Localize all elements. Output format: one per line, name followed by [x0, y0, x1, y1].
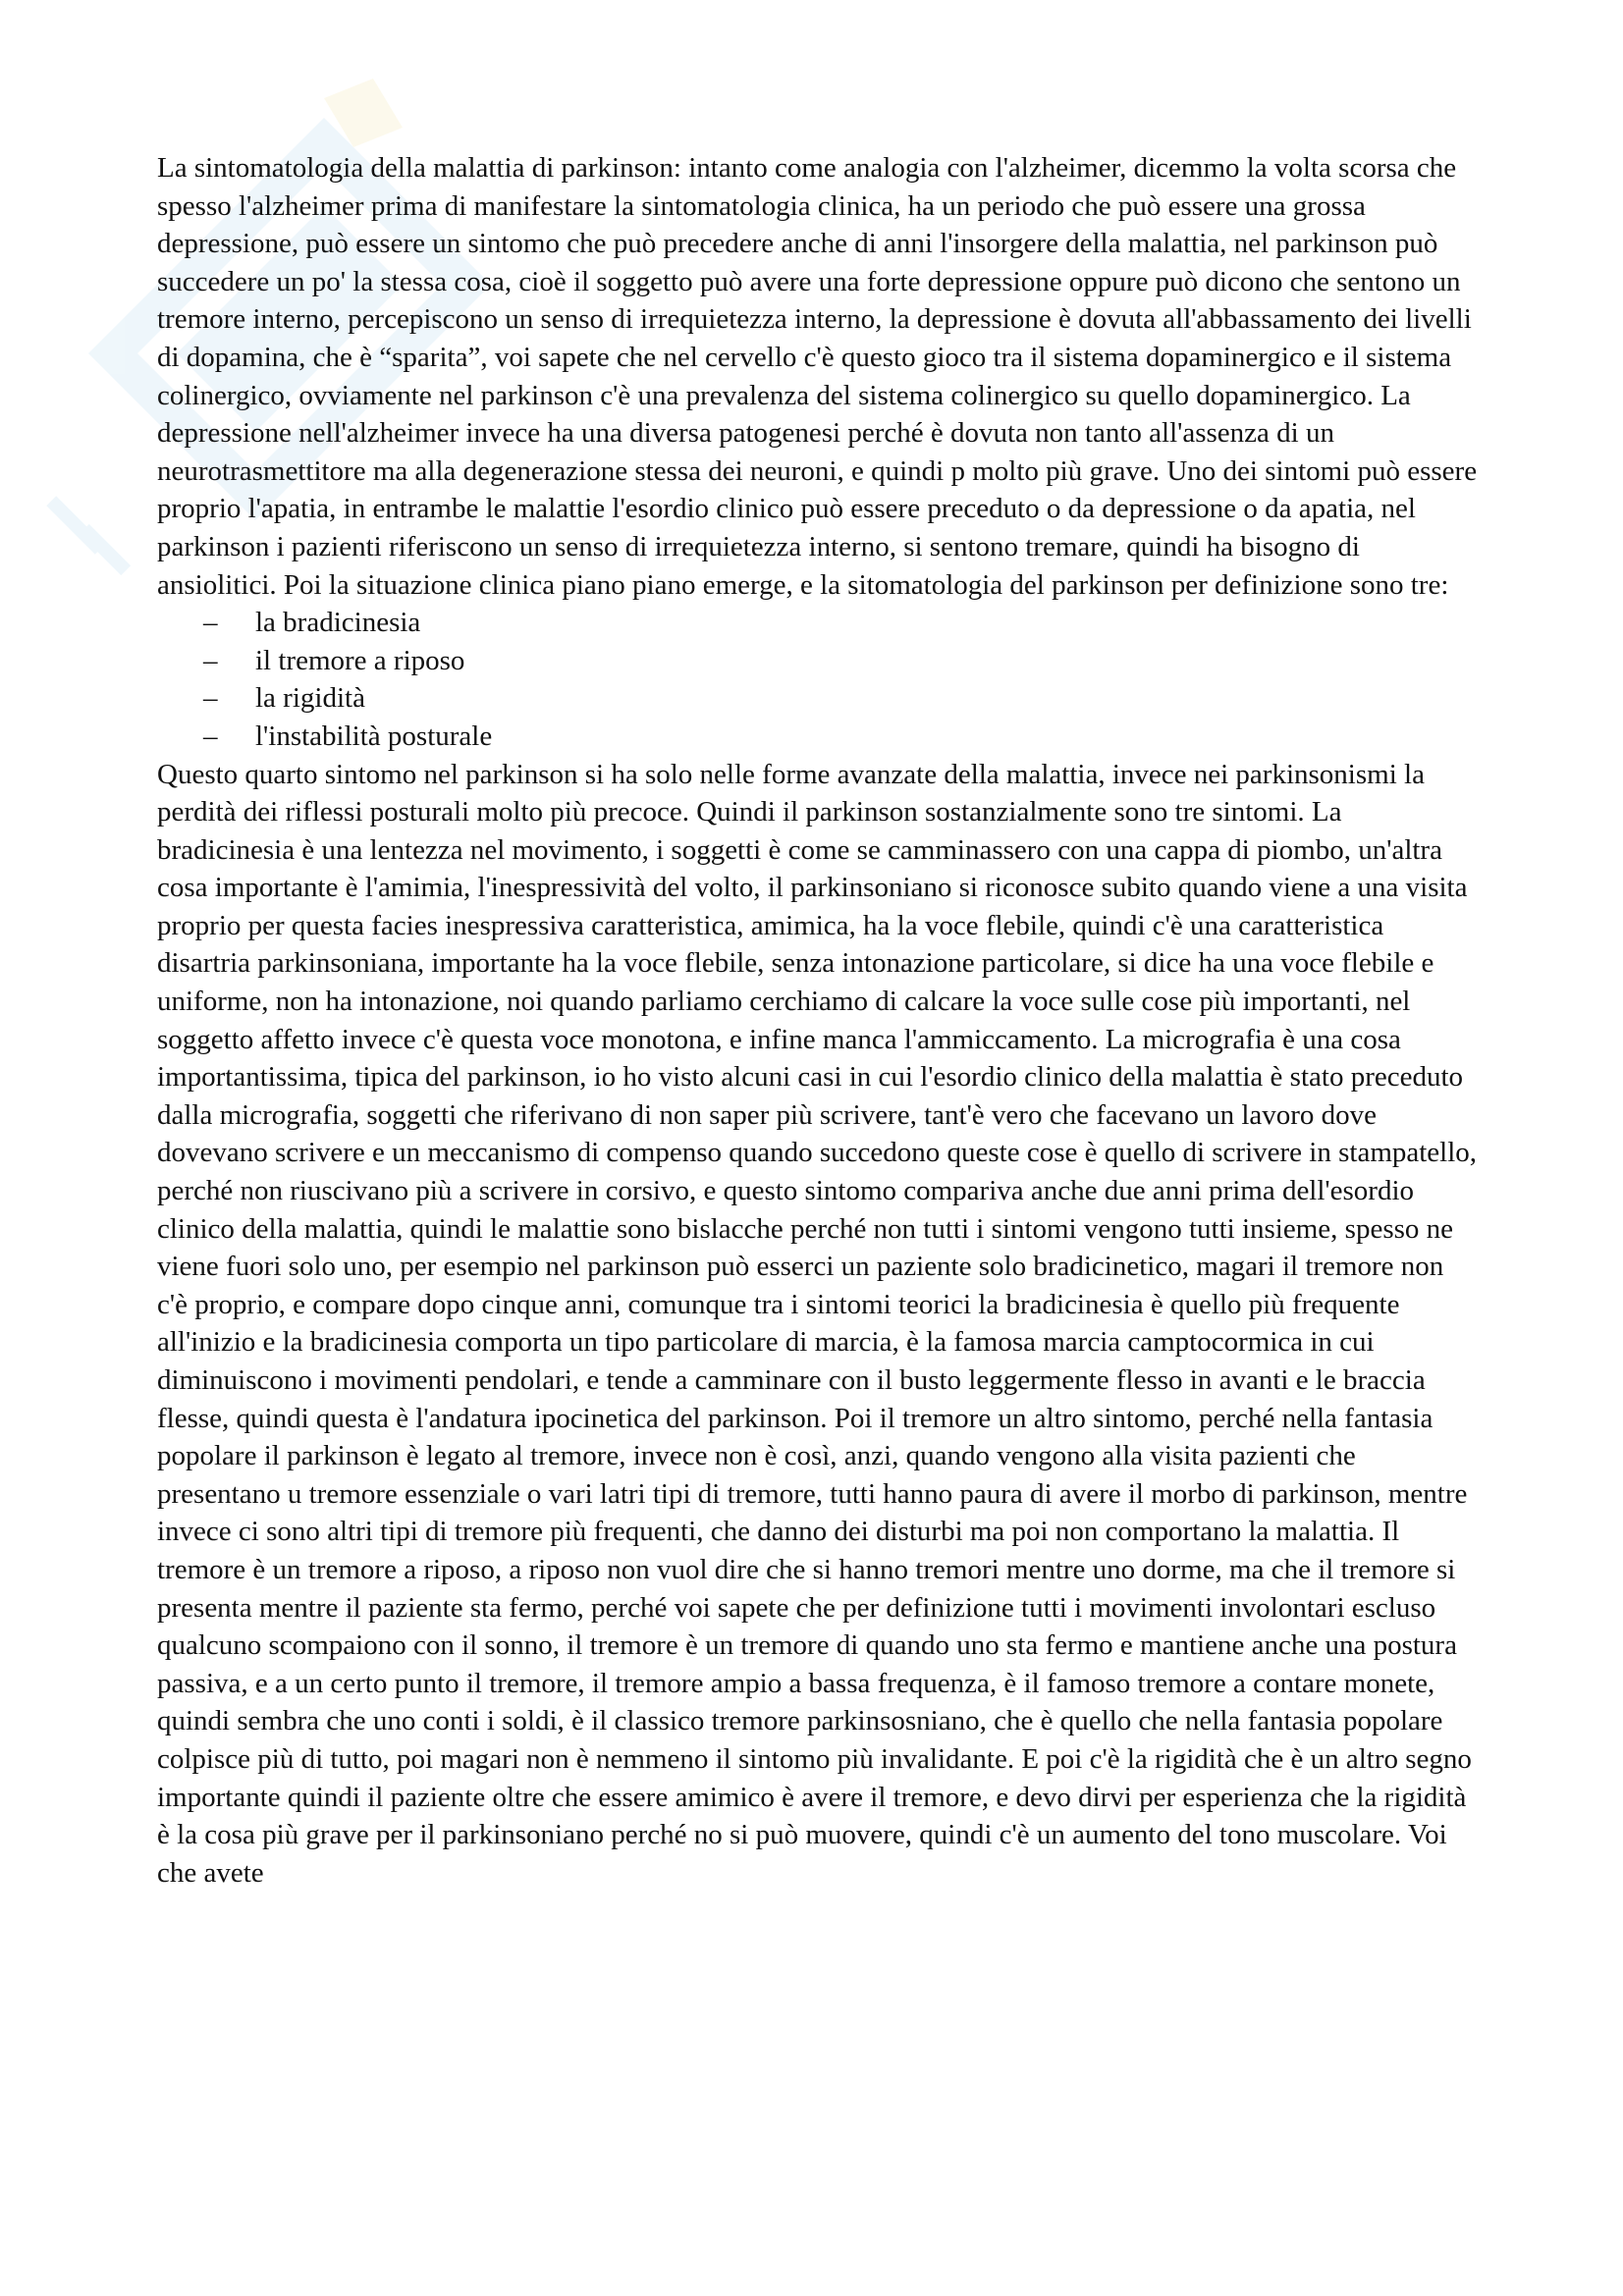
symptom-list — [157, 604, 1478, 755]
list-item: – il tremore a riposo — [157, 642, 1478, 680]
document-body — [157, 149, 1478, 1892]
list-item: – la rigidità — [157, 679, 1478, 718]
list-item: – la bradicinesia — [157, 604, 1478, 642]
list-item: – l'instabilità posturale — [157, 718, 1478, 756]
paragraph-main: Questo quarto sintomo nel parkinson si ha solo nelle forme avanzate della malattia, invece nei parkinsonismi la perdità dei riflessi posturali molto più precoce. Quindi il parkinson sostanzialmente sono tre sintomi. La bradicinesia è una lentezza nel movimento, i soggetti è come se camminassero con una cappa di piombo, un'altra cosa importante è l'amimia, l'inespressività del volto, il parkinsoniano si riconosce subito quando viene a una visita proprio per questa facies inespressiva caratteristica, amimica, ha la voce flebile, quindi c'è una caratteristica disartria parkinsoniana, importante ha la voce flebile, senza intonazione particolare, si dice ha una voce flebile e uniforme, non ha intonazione, noi quando parliamo cerchiamo di calcare la voce sulle cose più importanti, nel soggetto affetto invece c'è questa voce monotona, e infine manca l'ammiccamento. La micrografia è una cosa importantissima, tipica del parkinson, io ho visto alcuni casi in cui l'esordio clinico della malattia è stato preceduto dalla micrografia, soggetti che riferivano di non saper più scrivere, tant'è vero che facevano un lavoro dove dovevano scrivere e un meccanismo di compenso quando succedono queste cose è quello di scrivere in stampatello, perché non riuscivano più a scrivere in corsivo, e questo sintomo compariva anche due anni prima dell'esordio clinico della malattia, quindi le malattie sono bislacche perché non tutti i sintomi vengono tutti insieme, spesso ne viene fuori solo uno, per esempio nel parkinson può esserci un paziente solo bradicinetico, magari il tremore non c'è proprio, e compare dopo cinque anni, comunque tra i sintomi teorici la bradicinesia è quello più frequente all'inizio e la bradicinesia comporta un tipo particolare di marcia, è la famosa marcia camptocormica in cui diminuiscono i movimenti pendolari, e tende a camminare con il busto leggermente flesso in avanti e le braccia flesse, quindi questa è l'andatura ipocinetica del parkinson. Poi il tremore un altro sintomo, perché nella fantasia popolare il parkinson è legato al tremore, invece non è così, anzi, quando vengono alla visita pazienti che presentano u tremore essenziale o vari latri tipi di tremore, tutti hanno paura di avere il morbo di parkinson, mentre invece ci sono altri tipi di tremore più frequenti, che danno dei disturbi ma poi non comportano la malattia. Il tremore è un tremore a riposo, a riposo non vuol dire che si hanno tremori mentre uno dorme, ma che il tremore si presenta mentre il paziente sta fermo, perché voi sapete che per definizione tutti i movimenti involontari escluso qualcuno scompaiono con il sonno, il tremore è un tremore di quando uno sta fermo e mantiene anche una postura passiva, e a un certo punto il tremore, il tremore ampio a bassa frequenza, è il famoso tremore a contare monete, quindi sembra che uno conti i soldi, è il classico tremore parkinsosniano, che è quello che nella fantasia popolare colpisce più di tutto, poi magari non è nemmeno il sintomo più invalidante. E poi c'è la rigidità che è un altro segno importante quindi il paziente oltre che essere amimico è avere il tremore, e devo dirvi per esperienza che la rigidità è la cosa più grave per il parkinsoniano perché no si può muovere, quindi c'è un aumento del tono muscolare. Voi che avete — [157, 758, 1478, 1889]
paragraph-intro: La sintomatologia della malattia di parkinson: intanto come analogia con l'alzheimer, dicemmo la volta scorsa che spesso l'alzheimer prima di manifestare la sintomatologia clinica, ha un periodo che può essere una grossa depressione, può essere un sintomo che può precedere anche di anni l'insorgere della malattia, nel parkinson può succedere un po' la stessa cosa, cioè il soggetto può avere una forte depressione oppure può dicono che sentono un tremore interno, percepiscono un senso di irrequietezza interno, la depressione è dovuta all'abbassamento dei livelli di dopamina, che è “sparita”, voi sapete che nel cervello c'è questo gioco tra il sistema dopaminergico e il sistema colinergico, ovviamente nel parkinson c'è una prevalenza del sistema colinergico su quello dopaminergico. La depressione nell'alzheimer invece ha una diversa patogenesi perché è dovuta non tanto all'assenza di un neurotrasmettitore ma alla degenerazione stessa dei neuroni, e quindi p molto più grave. Uno dei sintomi può essere proprio l'apatia, in entrambe le malattie l'esordio clinico può essere preceduto o da depressione o da apatia, nel parkinson i pazienti riferiscono un senso di irrequietezza interno, si sentono tremare, quindi ha bisogno di ansiolitici. Poi la situazione clinica piano piano emerge, e la sitomatologia del parkinson per definizione sono tre: — [157, 152, 1478, 601]
